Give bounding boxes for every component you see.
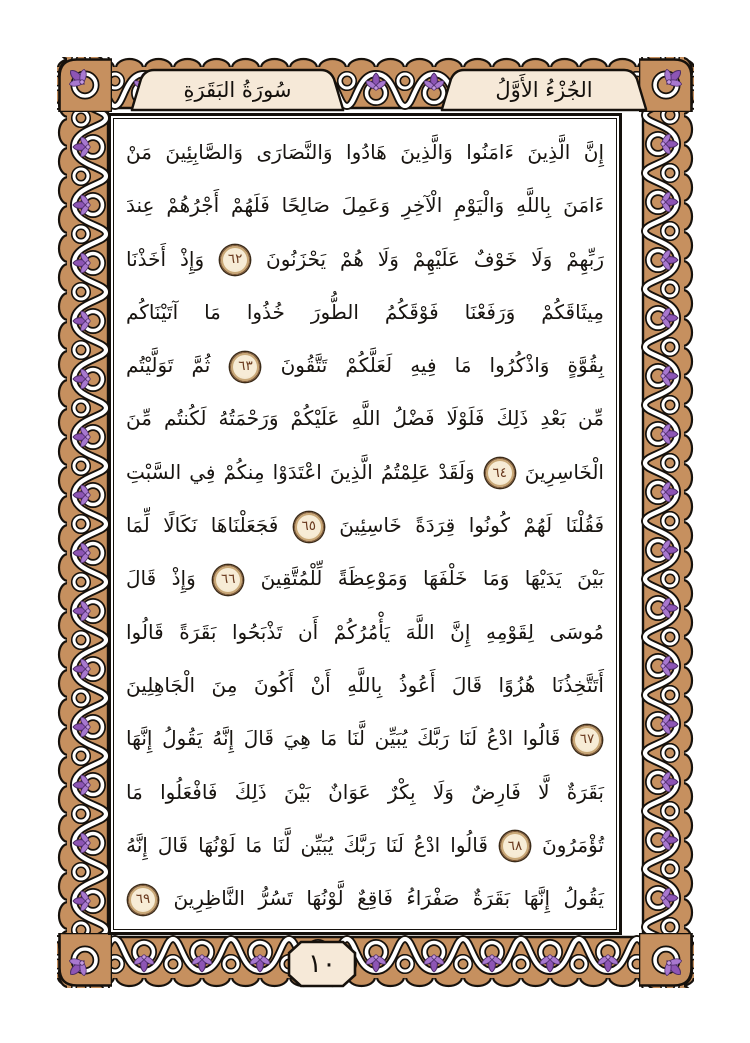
border-strip-right	[639, 57, 694, 988]
quran-line-1	[126, 126, 604, 179]
quran-line-10	[126, 606, 604, 659]
ayah-number-marker: ٦٨	[500, 831, 530, 861]
border-strip-left	[57, 57, 112, 988]
quran-line-3	[126, 233, 604, 286]
ayah-number-marker: ٦٤	[485, 458, 515, 488]
page-number: ١٠	[308, 949, 336, 979]
border-corner-bottom-left	[57, 933, 112, 988]
text-area-box	[108, 113, 622, 935]
ayah-number-marker: ٦٢	[220, 245, 250, 275]
quran-line-5	[126, 339, 604, 392]
verse-text: يَقُولُ إِنَّهَا بَقَرَةٌ صَفْرَاءُ فَاقِعٌ لَّوْنُهَا تَسُرُّ النَّاظِرِينَ	[160, 886, 604, 911]
verse-text: ثُمَّ تَوَلَّيْتُم	[126, 353, 211, 378]
verse-text: إِنَّ الَّذِينَ ءَامَنُوا وَالَّذِينَ هَادُوا وَالنَّصَارَى وَالصَّابِئِينَ مَنْ	[126, 140, 604, 164]
verse-text: الْخَاسِرِينَ	[516, 459, 604, 484]
verse-text: فَقُلْنَا لَهُمْ كُونُوا قِرَدَةً خَاسِئِينَ	[325, 513, 604, 538]
decorative-border-frame	[57, 57, 694, 988]
verse-text: فَجَعَلْنَاهَا نَكَالًا لِّمَا	[126, 513, 279, 538]
surah-title-cartouche	[130, 68, 345, 112]
border-corner-top-left	[57, 57, 112, 112]
quran-line-8	[126, 499, 604, 552]
quran-line-4	[126, 286, 604, 339]
verse-text: مُوسَى لِقَوْمِهِ إِنَّ اللَّهَ يَأْمُرُكُمْ أَن تَذْبَحُوا بَقَرَةً قَالُوا	[126, 619, 604, 644]
quran-line-15	[126, 872, 604, 925]
page-number-cartouche	[287, 940, 357, 988]
verse-text: تُؤْمَرُونَ	[531, 832, 605, 857]
border-corner-bottom-right	[639, 933, 694, 988]
verse-text: بِقُوَّةٍ وَاذْكُرُوا مَا فِيهِ لَعَلَّكُمْ تَتَّقُونَ	[262, 353, 605, 378]
verse-text: مِّن بَعْدِ ذَلِكَ فَلَوْلَا فَضْلُ اللَّهِ عَلَيْكُمْ وَرَحْمَتُهُ لَكُنتُم مِّنَ	[126, 406, 604, 431]
verse-text: بَيْنَ يَدَيْهَا وَمَا خَلْفَهَا وَمَوْعِظَةً لِّلْمُتَّقِينَ	[245, 566, 605, 591]
verse-text: أَتَتَّخِذُنَا هُزُوًا قَالَ أَعُوذُ بِاللَّهِ أَنْ أَكُونَ مِنَ الْجَاهِلِينَ	[126, 672, 604, 697]
verse-text: قَالُوا ادْعُ لَنَا رَبَّكَ يُبَيِّن لَّنَا مَا لَوْنُهَا قَالَ إِنَّهُ	[126, 832, 488, 857]
ayah-number-marker: ٦٣	[230, 352, 260, 382]
verse-text: قَالُوا ادْعُ لَنَا رَبَّكَ يُبَيِّن لَّنَا مَا هِيَ قَالَ إِنَّهُ يَقُولُ إِنَّهَا	[126, 726, 561, 751]
quran-line-7	[126, 446, 604, 499]
quran-line-14	[126, 819, 604, 872]
quran-line-2	[126, 179, 604, 232]
quran-line-13	[126, 766, 604, 819]
border-strip-bottom	[57, 933, 694, 988]
ayah-number-marker: ٦٩	[128, 885, 158, 915]
verse-text: وَإِذْ قَالَ	[126, 566, 196, 591]
verse-text: وَلَقَدْ عَلِمْتُمُ الَّذِينَ اعْتَدَوْا مِنكُمْ فِي السَّبْتِ	[126, 459, 475, 484]
juz-title-cartouche	[440, 68, 648, 112]
verse-text: وَإِذْ أَخَذْنَا	[126, 246, 205, 271]
quran-line-6	[126, 392, 604, 445]
verse-text: ءَامَنَ بِاللَّهِ وَالْيَوْمِ الْآخِرِ وَعَمِلَ صَالِحًا فَلَهُمْ أَجْرُهُمْ عِندَ	[126, 193, 604, 218]
juz-title: الجُزْءُ الأَوَّلُ	[495, 78, 593, 102]
ayah-number-marker: ٦٧	[572, 725, 602, 755]
verse-text: بَقَرَةٌ لَّا فَارِضٌ وَلَا بِكْرٌ عَوَانٌ بَيْنَ ذَلِكَ فَافْعَلُوا مَا	[126, 779, 604, 804]
verse-text: مِيثَاقَكُمْ وَرَفَعْنَا فَوْقَكُمُ الطُّورَ خُذُوا مَا آتَيْنَاكُم	[126, 299, 604, 324]
quran-line-9	[126, 552, 604, 605]
verse-text: رَبِّهِمْ وَلَا خَوْفٌ عَلَيْهِمْ وَلَا هُمْ يَحْزَنُونَ	[252, 246, 604, 271]
quran-line-12	[126, 712, 604, 765]
quran-line-11	[126, 659, 604, 712]
ayah-number-marker: ٦٦	[213, 565, 243, 595]
surah-title: سُورَةُ البَقَرَةِ	[183, 78, 292, 102]
ayah-number-marker: ٦٥	[294, 512, 324, 542]
quran-text-area	[113, 118, 617, 930]
